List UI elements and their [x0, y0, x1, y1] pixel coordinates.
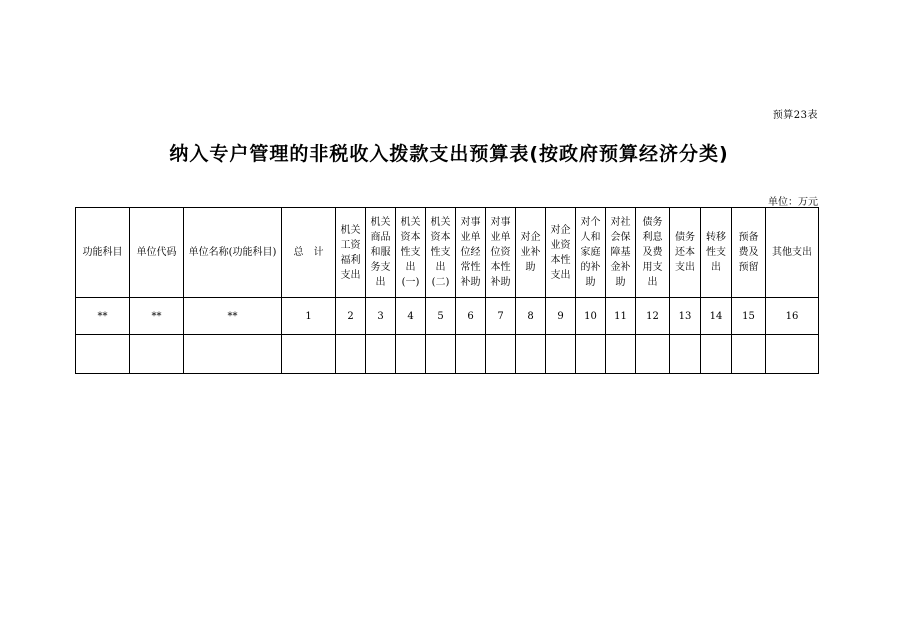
index-cell: 12: [636, 298, 670, 335]
header-cell: 总 计: [282, 208, 336, 298]
page-title: 纳入专户管理的非税收入拨款支出预算表(按政府预算经济分类): [169, 143, 729, 165]
table-header-row: [76, 208, 819, 298]
index-cell: 1: [282, 298, 336, 335]
header-cell: 机关工资福利支出: [336, 208, 366, 298]
table-cell: [456, 335, 486, 374]
header-cell: 对个人和家庭的补助: [576, 208, 606, 298]
index-cell: 8: [516, 298, 546, 335]
table-cell: [282, 335, 336, 374]
header-cell: 对事业单位经常性补助: [456, 208, 486, 298]
table-cell: [486, 335, 516, 374]
index-cell: **: [130, 298, 184, 335]
index-cell: 4: [396, 298, 426, 335]
budget-table: [75, 207, 819, 374]
table-index-row: [76, 298, 819, 335]
header-cell: 对社会保障基金补助: [606, 208, 636, 298]
index-cell: **: [184, 298, 282, 335]
unit-label: 单位：万元: [768, 197, 818, 208]
header-cell: 机关资本性支出(二): [426, 208, 456, 298]
table-cell: [184, 335, 282, 374]
index-cell: 7: [486, 298, 516, 335]
index-cell: 5: [426, 298, 456, 335]
header-cell: 转移性支出: [701, 208, 732, 298]
index-cell: 3: [366, 298, 396, 335]
header-cell: 对企业补助: [516, 208, 546, 298]
index-cell: 16: [766, 298, 819, 335]
header-cell: 债务利息及费用支出: [636, 208, 670, 298]
header-cell: 功能科目: [76, 208, 130, 298]
table-cell: [426, 335, 456, 374]
index-cell: 15: [732, 298, 766, 335]
table-cell: [636, 335, 670, 374]
header-cell: 单位代码: [130, 208, 184, 298]
index-cell: 10: [576, 298, 606, 335]
index-cell: 2: [336, 298, 366, 335]
table-cell: [396, 335, 426, 374]
table-cell: [76, 335, 130, 374]
table-cell: [366, 335, 396, 374]
table-cell: [606, 335, 636, 374]
header-cell: 对企业资本性支出: [546, 208, 576, 298]
index-cell: 11: [606, 298, 636, 335]
header-cell: 机关资本性支出(一): [396, 208, 426, 298]
index-cell: 14: [701, 298, 732, 335]
header-cell: 机关商品和服务支出: [366, 208, 396, 298]
table-cell: [546, 335, 576, 374]
table-cell: [701, 335, 732, 374]
table-cell: [766, 335, 819, 374]
table-cell: [516, 335, 546, 374]
header-cell: 债务还本支出: [670, 208, 701, 298]
table-cell: [336, 335, 366, 374]
table-cell: [670, 335, 701, 374]
header-cell: 单位名称(功能科目): [184, 208, 282, 298]
header-cell: 其他支出: [766, 208, 819, 298]
index-cell: 6: [456, 298, 486, 335]
table-cell: [130, 335, 184, 374]
index-cell: 13: [670, 298, 701, 335]
table-cell: [732, 335, 766, 374]
header-cell: 对事业单位资本性补助: [486, 208, 516, 298]
index-cell: 9: [546, 298, 576, 335]
form-number: 预算23表: [772, 110, 818, 121]
index-cell: **: [76, 298, 130, 335]
table-row: [76, 335, 819, 374]
table-cell: [576, 335, 606, 374]
header-cell: 预备费及预留: [732, 208, 766, 298]
